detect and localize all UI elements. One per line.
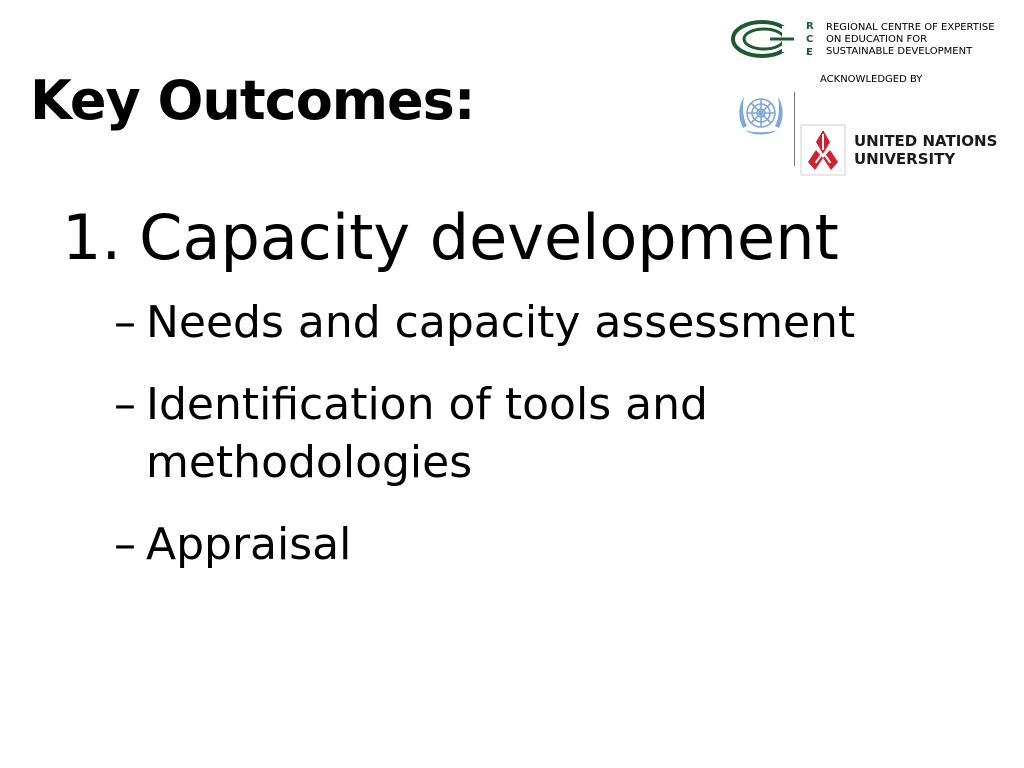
sub-point-text: Identification of tools and methodologies <box>146 379 708 488</box>
sub-point-list <box>62 294 992 574</box>
sub-point-text: Appraisal <box>146 519 352 570</box>
unu-caption <box>854 132 997 168</box>
rce-caption <box>826 22 995 58</box>
rce-caption-line: ON EDUCATION FOR <box>826 34 928 45</box>
main-point <box>62 196 992 280</box>
rce-caption-line: SUSTAINABLE DEVELOPMENT <box>826 46 973 57</box>
rce-letter-c: C <box>806 34 814 45</box>
sub-point <box>62 294 916 352</box>
main-point-text: Capacity development <box>139 201 839 274</box>
un-emblem-icon <box>734 88 788 140</box>
acknowledged-by-label: ACKNOWLEDGED BY <box>820 74 923 85</box>
rce-logo-icon <box>730 16 818 62</box>
sub-point-text: Needs and capacity assessment <box>146 297 856 348</box>
rce-letter-r: R <box>806 21 814 32</box>
sub-point-dash: – <box>114 519 136 570</box>
slide-title: Key Outcomes: <box>30 69 475 132</box>
sub-point-dash: – <box>114 297 136 348</box>
unu-caption-line: UNIVERSITY <box>854 150 956 168</box>
rce-caption-line: REGIONAL CENTRE OF EXPERTISE <box>826 22 995 33</box>
sub-point <box>62 376 916 492</box>
sub-point <box>62 516 916 574</box>
logo-divider <box>794 92 795 166</box>
unu-logo-icon <box>800 124 846 176</box>
main-point-number: 1. <box>62 201 122 274</box>
sub-point-dash: – <box>114 379 136 430</box>
rce-letter-e: E <box>806 47 813 58</box>
slide-body <box>62 196 992 598</box>
unu-caption-line: UNITED NATIONS <box>854 132 998 150</box>
